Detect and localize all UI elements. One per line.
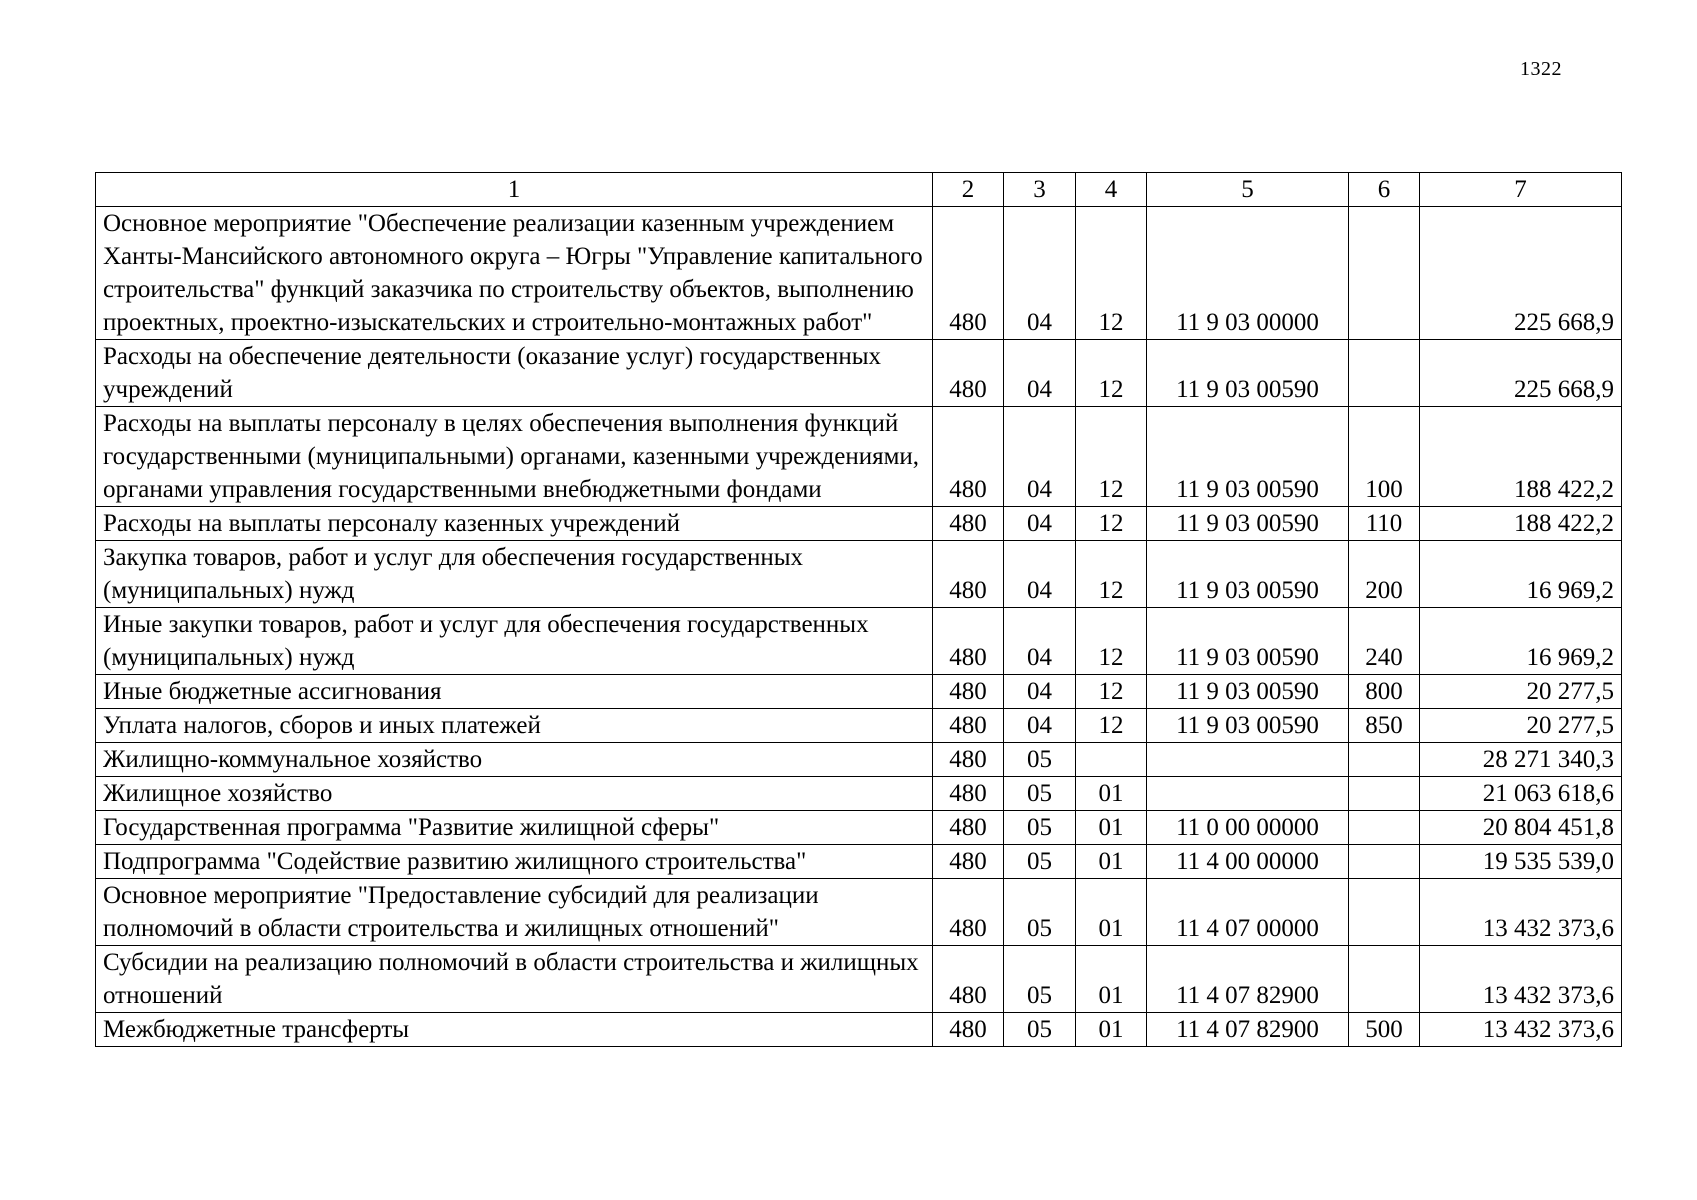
- row-section-cell: 05: [1004, 845, 1076, 879]
- row-section-cell: 04: [1004, 507, 1076, 541]
- row-expense-type-cell: 240: [1349, 608, 1420, 675]
- row-subsection-cell: 01: [1076, 811, 1147, 845]
- row-amount-cell: 13 432 373,6: [1420, 879, 1622, 946]
- row-code-admin-cell: 480: [933, 407, 1004, 507]
- table-row: [96, 507, 1622, 541]
- row-amount-cell: 188 422,2: [1420, 507, 1622, 541]
- row-target-article-cell: 11 9 03 00000: [1147, 207, 1349, 340]
- row-section-cell: 05: [1004, 777, 1076, 811]
- table-row: [96, 845, 1622, 879]
- row-target-article-cell: 11 9 03 00590: [1147, 507, 1349, 541]
- row-subsection-cell: 12: [1076, 340, 1147, 407]
- row-expense-type-cell: [1349, 340, 1420, 407]
- table-row: [96, 946, 1622, 1013]
- row-target-article-cell: 11 9 03 00590: [1147, 541, 1349, 608]
- row-name-cell: Расходы на выплаты персоналу в целях обеспечения выполнения функций государственными (муниципальными) органами, казенными учреждениями, органами управления государственными внебюджетными фондами: [96, 407, 933, 507]
- row-section-cell: 04: [1004, 207, 1076, 340]
- row-code-admin-cell: 480: [933, 541, 1004, 608]
- row-name-cell: Межбюджетные трансферты: [96, 1013, 933, 1047]
- row-target-article-cell: 11 9 03 00590: [1147, 340, 1349, 407]
- row-section-cell: 04: [1004, 608, 1076, 675]
- row-target-article-cell: [1147, 743, 1349, 777]
- row-amount-cell: 20 804 451,8: [1420, 811, 1622, 845]
- row-name-cell: Уплата налогов, сборов и иных платежей: [96, 709, 933, 743]
- row-code-admin-cell: 480: [933, 675, 1004, 709]
- row-target-article-cell: 11 9 03 00590: [1147, 608, 1349, 675]
- row-code-admin-cell: 480: [933, 845, 1004, 879]
- row-amount-cell: 20 277,5: [1420, 709, 1622, 743]
- row-amount-cell: 16 969,2: [1420, 608, 1622, 675]
- row-target-article-cell: 11 9 03 00590: [1147, 709, 1349, 743]
- row-expense-type-cell: [1349, 811, 1420, 845]
- row-code-admin-cell: 480: [933, 608, 1004, 675]
- row-subsection-cell: 12: [1076, 207, 1147, 340]
- table-row: [96, 407, 1622, 507]
- row-expense-type-cell: [1349, 845, 1420, 879]
- row-amount-cell: 21 063 618,6: [1420, 777, 1622, 811]
- row-expense-type-cell: 100: [1349, 407, 1420, 507]
- table-row: [96, 777, 1622, 811]
- row-amount-cell: 28 271 340,3: [1420, 743, 1622, 777]
- row-amount-cell: 13 432 373,6: [1420, 946, 1622, 1013]
- row-code-admin-cell: 480: [933, 709, 1004, 743]
- row-section-cell: 05: [1004, 743, 1076, 777]
- row-name-cell: Субсидии на реализацию полномочий в области строительства и жилищных отношений: [96, 946, 933, 1013]
- row-expense-type-cell: 500: [1349, 1013, 1420, 1047]
- row-expense-type-cell: 850: [1349, 709, 1420, 743]
- row-section-cell: 04: [1004, 407, 1076, 507]
- header-cell: 1: [96, 173, 933, 207]
- row-section-cell: 05: [1004, 879, 1076, 946]
- row-target-article-cell: 11 0 00 00000: [1147, 811, 1349, 845]
- header-cell: 2: [933, 173, 1004, 207]
- table-row: [96, 879, 1622, 946]
- header-cell: 5: [1147, 173, 1349, 207]
- row-section-cell: 05: [1004, 946, 1076, 1013]
- row-section-cell: 04: [1004, 709, 1076, 743]
- row-subsection-cell: 12: [1076, 675, 1147, 709]
- table-body: [96, 207, 1622, 1047]
- row-section-cell: 05: [1004, 1013, 1076, 1047]
- row-subsection-cell: 12: [1076, 541, 1147, 608]
- table-row: [96, 675, 1622, 709]
- row-name-cell: Иные закупки товаров, работ и услуг для обеспечения государственных (муниципальных) нужд: [96, 608, 933, 675]
- row-target-article-cell: 11 4 07 82900: [1147, 946, 1349, 1013]
- row-code-admin-cell: 480: [933, 207, 1004, 340]
- row-subsection-cell: 01: [1076, 946, 1147, 1013]
- row-expense-type-cell: [1349, 743, 1420, 777]
- row-subsection-cell: 01: [1076, 845, 1147, 879]
- row-target-article-cell: 11 4 07 00000: [1147, 879, 1349, 946]
- table-row: [96, 340, 1622, 407]
- table-row: [96, 541, 1622, 608]
- header-row: [96, 173, 1622, 207]
- header-cell: 7: [1420, 173, 1622, 207]
- table-row: [96, 743, 1622, 777]
- row-subsection-cell: 01: [1076, 879, 1147, 946]
- row-code-admin-cell: 480: [933, 879, 1004, 946]
- row-name-cell: Иные бюджетные ассигнования: [96, 675, 933, 709]
- budget-table: [95, 172, 1622, 1047]
- row-section-cell: 04: [1004, 541, 1076, 608]
- row-target-article-cell: 11 9 03 00590: [1147, 407, 1349, 507]
- table-row: [96, 207, 1622, 340]
- row-name-cell: Жилищное хозяйство: [96, 777, 933, 811]
- header-cell: 4: [1076, 173, 1147, 207]
- row-code-admin-cell: 480: [933, 507, 1004, 541]
- row-amount-cell: 225 668,9: [1420, 340, 1622, 407]
- row-expense-type-cell: [1349, 879, 1420, 946]
- row-expense-type-cell: 800: [1349, 675, 1420, 709]
- header-cell: 6: [1349, 173, 1420, 207]
- row-section-cell: 04: [1004, 675, 1076, 709]
- row-subsection-cell: 12: [1076, 608, 1147, 675]
- row-target-article-cell: 11 4 07 82900: [1147, 1013, 1349, 1047]
- page-number: 1322: [1520, 58, 1562, 80]
- row-code-admin-cell: 480: [933, 811, 1004, 845]
- row-section-cell: 05: [1004, 811, 1076, 845]
- row-name-cell: Основное мероприятие "Обеспечение реализации казенным учреждением Ханты-Мансийского автономного округа – Югры "Управление капитального строительства" функций заказчика по строительству объектов, выполнению проектных, проектно-изыскательских и строительно-монтажных работ": [96, 207, 933, 340]
- table-row: [96, 608, 1622, 675]
- row-expense-type-cell: [1349, 777, 1420, 811]
- row-name-cell: Расходы на выплаты персоналу казенных учреждений: [96, 507, 933, 541]
- row-code-admin-cell: 480: [933, 743, 1004, 777]
- table-row: [96, 1013, 1622, 1047]
- row-expense-type-cell: 200: [1349, 541, 1420, 608]
- row-name-cell: Государственная программа "Развитие жилищной сферы": [96, 811, 933, 845]
- row-subsection-cell: 12: [1076, 507, 1147, 541]
- row-name-cell: Жилищно-коммунальное хозяйство: [96, 743, 933, 777]
- row-amount-cell: 16 969,2: [1420, 541, 1622, 608]
- row-subsection-cell: 01: [1076, 777, 1147, 811]
- row-target-article-cell: 11 4 00 00000: [1147, 845, 1349, 879]
- row-code-admin-cell: 480: [933, 1013, 1004, 1047]
- row-expense-type-cell: [1349, 207, 1420, 340]
- header-cell: 3: [1004, 173, 1076, 207]
- row-target-article-cell: 11 9 03 00590: [1147, 675, 1349, 709]
- row-subsection-cell: 12: [1076, 407, 1147, 507]
- table-row: [96, 709, 1622, 743]
- row-expense-type-cell: [1349, 946, 1420, 1013]
- row-code-admin-cell: 480: [933, 946, 1004, 1013]
- row-amount-cell: 188 422,2: [1420, 407, 1622, 507]
- row-subsection-cell: 12: [1076, 709, 1147, 743]
- row-subsection-cell: 01: [1076, 1013, 1147, 1047]
- table-row: [96, 811, 1622, 845]
- row-amount-cell: 13 432 373,6: [1420, 1013, 1622, 1047]
- row-section-cell: 04: [1004, 340, 1076, 407]
- row-target-article-cell: [1147, 777, 1349, 811]
- row-name-cell: Подпрограмма "Содействие развитию жилищного строительства": [96, 845, 933, 879]
- row-code-admin-cell: 480: [933, 777, 1004, 811]
- row-code-admin-cell: 480: [933, 340, 1004, 407]
- row-name-cell: Основное мероприятие "Предоставление субсидий для реализации полномочий в области строительства и жилищных отношений": [96, 879, 933, 946]
- row-amount-cell: 225 668,9: [1420, 207, 1622, 340]
- row-amount-cell: 19 535 539,0: [1420, 845, 1622, 879]
- row-amount-cell: 20 277,5: [1420, 675, 1622, 709]
- row-name-cell: Закупка товаров, работ и услуг для обеспечения государственных (муниципальных) нужд: [96, 541, 933, 608]
- row-name-cell: Расходы на обеспечение деятельности (оказание услуг) государственных учреждений: [96, 340, 933, 407]
- row-expense-type-cell: 110: [1349, 507, 1420, 541]
- row-subsection-cell: [1076, 743, 1147, 777]
